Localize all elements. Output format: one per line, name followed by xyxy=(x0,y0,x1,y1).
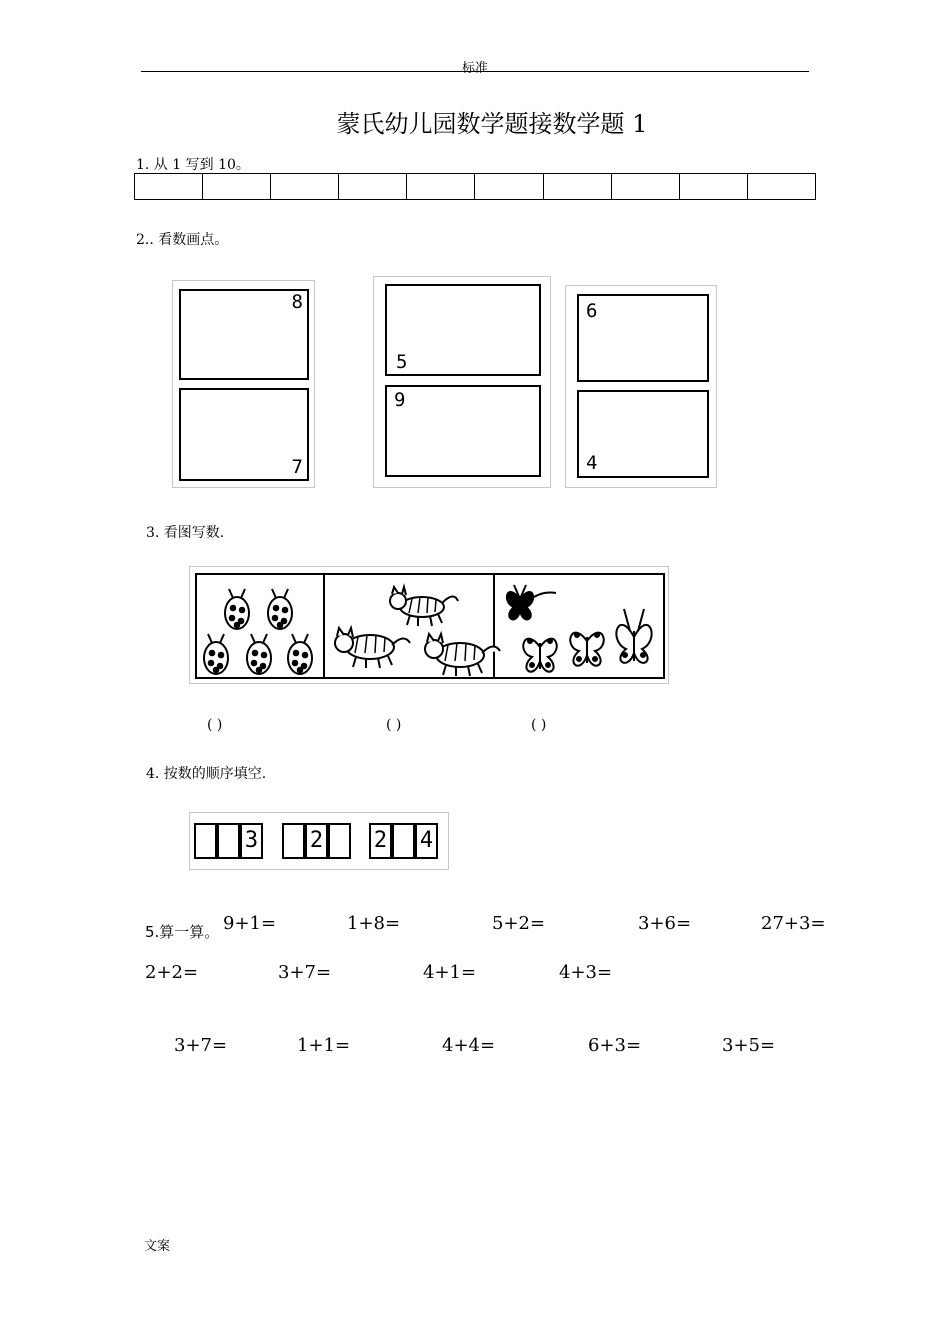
q1-cell[interactable] xyxy=(339,174,407,199)
q2-label: 2.. 看数画点。 xyxy=(136,232,229,248)
dot-box[interactable] xyxy=(577,390,709,478)
q2-panel-3 xyxy=(565,285,717,488)
sequence-cell: 2 xyxy=(369,823,392,859)
q3-label: 3. 看图写数. xyxy=(146,525,225,541)
q3-answer-2[interactable]: ( ) xyxy=(386,717,402,733)
dot-box[interactable] xyxy=(385,284,541,376)
calc-item[interactable]: 2+2= xyxy=(145,962,199,983)
q1-cell[interactable] xyxy=(680,174,748,199)
q3-answer-3[interactable]: ( ) xyxy=(531,717,547,733)
sequence-cell[interactable] xyxy=(392,823,415,859)
q1-cell[interactable] xyxy=(748,174,815,199)
calc-item[interactable]: 4+1= xyxy=(423,962,477,983)
page-title: 蒙氏幼儿园数学题接数学题 1 xyxy=(336,110,648,138)
box-number: 7 xyxy=(291,456,303,478)
q4-label: 4. 按数的顺序填空. xyxy=(146,766,267,782)
sequence-cell[interactable] xyxy=(282,823,305,859)
calc-item[interactable]: 5+2= xyxy=(492,913,546,934)
calc-item[interactable]: 3+6= xyxy=(638,913,692,934)
q3-picture-panel xyxy=(189,566,669,684)
q1-label: 1. 从 1 写到 10。 xyxy=(136,157,250,173)
box-number: 4 xyxy=(586,452,598,474)
sequence-cell[interactable] xyxy=(217,823,240,859)
q3-picture xyxy=(190,567,668,683)
calc-item[interactable]: 4+4= xyxy=(442,1035,496,1056)
sequence-cell[interactable] xyxy=(328,823,351,859)
box-number: 9 xyxy=(394,389,406,411)
calc-item[interactable]: 9+1= xyxy=(223,913,277,934)
dot-box[interactable] xyxy=(179,388,309,481)
q1-cell[interactable] xyxy=(407,174,475,199)
calc-item[interactable]: 3+5= xyxy=(722,1035,776,1056)
sequence-cell: 3 xyxy=(240,823,263,859)
q1-cell[interactable] xyxy=(475,174,543,199)
calc-item[interactable]: 1+8= xyxy=(347,913,401,934)
calc-item[interactable]: 3+7= xyxy=(174,1035,228,1056)
q1-cell[interactable] xyxy=(271,174,339,199)
q2-panel-1 xyxy=(172,280,315,488)
q3-answer-1[interactable]: ( ) xyxy=(207,717,223,733)
box-number: 5 xyxy=(396,351,408,373)
calc-item[interactable]: 6+3= xyxy=(588,1035,642,1056)
dot-box[interactable] xyxy=(179,289,309,380)
q1-cell[interactable] xyxy=(612,174,680,199)
dot-box[interactable] xyxy=(577,294,709,382)
dot-box[interactable] xyxy=(385,385,541,477)
page-header: 标准 xyxy=(461,61,488,76)
sequence-cell: 4 xyxy=(415,823,438,859)
sequence-cell[interactable] xyxy=(194,823,217,859)
calc-item[interactable]: 1+1= xyxy=(297,1035,351,1056)
calc-item[interactable]: 4+3= xyxy=(559,962,613,983)
box-number: 6 xyxy=(586,300,598,322)
q5-label: 5.算一算。 xyxy=(145,923,220,941)
page-footer: 文案 xyxy=(144,1239,171,1254)
header-rule xyxy=(141,71,809,72)
q1-cell[interactable] xyxy=(203,174,271,199)
q1-writing-grid xyxy=(134,173,816,200)
calc-item[interactable]: 3+7= xyxy=(278,962,332,983)
q1-cell[interactable] xyxy=(135,174,203,199)
box-number: 8 xyxy=(291,291,303,313)
calc-item[interactable]: 27+3= xyxy=(761,913,826,934)
q1-cell[interactable] xyxy=(544,174,612,199)
q4-sequence-panel xyxy=(189,812,449,870)
q2-panel-2 xyxy=(373,276,551,488)
sequence-cell: 2 xyxy=(305,823,328,859)
